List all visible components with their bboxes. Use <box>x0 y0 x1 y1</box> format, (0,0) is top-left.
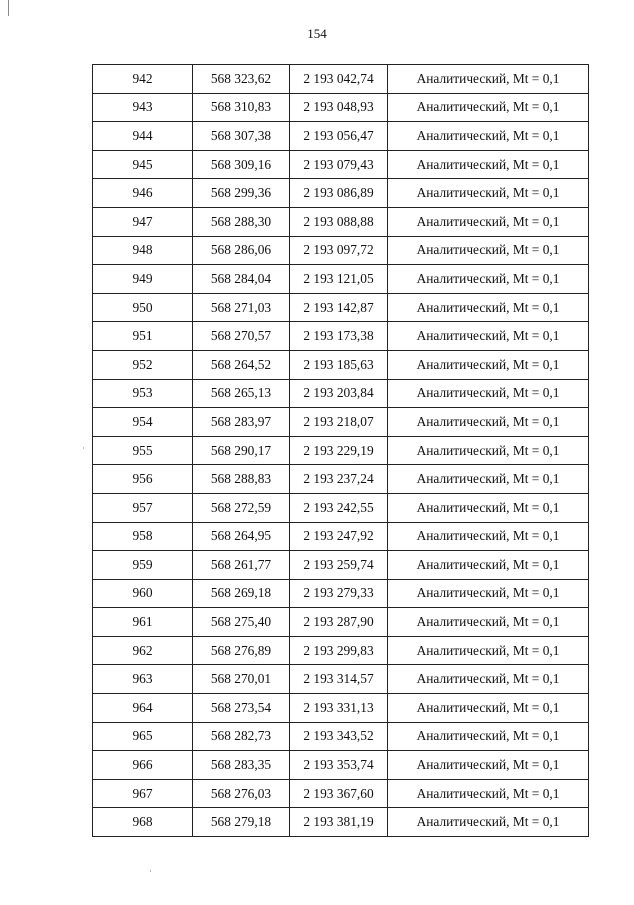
table-row <box>93 293 589 322</box>
x-coordinate-cell: 568 286,06 <box>193 236 290 265</box>
method-cell: Аналитический, Mt = 0,1 <box>388 551 589 580</box>
x-coordinate-cell: 568 270,01 <box>193 665 290 694</box>
table-row <box>93 236 589 265</box>
method-cell: Аналитический, Mt = 0,1 <box>388 579 589 608</box>
y-coordinate-cell: 2 193 185,63 <box>290 350 388 379</box>
y-coordinate-cell: 2 193 218,07 <box>290 408 388 437</box>
method-cell: Аналитический, Mt = 0,1 <box>388 493 589 522</box>
point-number-cell: 946 <box>93 179 193 208</box>
table-row <box>93 722 589 751</box>
point-number-cell: 962 <box>93 636 193 665</box>
method-cell: Аналитический, Mt = 0,1 <box>388 436 589 465</box>
x-coordinate-cell: 568 264,95 <box>193 522 290 551</box>
y-coordinate-cell: 2 193 086,89 <box>290 179 388 208</box>
table-row <box>93 265 589 294</box>
method-cell: Аналитический, Mt = 0,1 <box>388 265 589 294</box>
y-coordinate-cell: 2 193 259,74 <box>290 551 388 580</box>
table-row <box>93 65 589 94</box>
point-number-cell: 967 <box>93 779 193 808</box>
point-number-cell: 953 <box>93 379 193 408</box>
method-cell: Аналитический, Mt = 0,1 <box>388 751 589 780</box>
point-number-cell: 964 <box>93 694 193 723</box>
x-coordinate-cell: 568 290,17 <box>193 436 290 465</box>
x-coordinate-cell: 568 279,18 <box>193 808 290 837</box>
y-coordinate-cell: 2 193 381,19 <box>290 808 388 837</box>
table-row <box>93 751 589 780</box>
method-cell: Аналитический, Mt = 0,1 <box>388 465 589 494</box>
point-number-cell: 945 <box>93 150 193 179</box>
point-number-cell: 942 <box>93 65 193 94</box>
y-coordinate-cell: 2 193 314,57 <box>290 665 388 694</box>
x-coordinate-cell: 568 265,13 <box>193 379 290 408</box>
x-coordinate-cell: 568 284,04 <box>193 265 290 294</box>
y-coordinate-cell: 2 193 121,05 <box>290 265 388 294</box>
table-row <box>93 322 589 351</box>
method-cell: Аналитический, Mt = 0,1 <box>388 636 589 665</box>
method-cell: Аналитический, Mt = 0,1 <box>388 350 589 379</box>
table-row <box>93 608 589 637</box>
table-row <box>93 408 589 437</box>
y-coordinate-cell: 2 193 056,47 <box>290 122 388 151</box>
method-cell: Аналитический, Mt = 0,1 <box>388 122 589 151</box>
method-cell: Аналитический, Mt = 0,1 <box>388 522 589 551</box>
method-cell: Аналитический, Mt = 0,1 <box>388 779 589 808</box>
point-number-cell: 948 <box>93 236 193 265</box>
y-coordinate-cell: 2 193 203,84 <box>290 379 388 408</box>
coordinates-table-body <box>93 65 589 837</box>
scan-speck <box>150 870 151 872</box>
method-cell: Аналитический, Mt = 0,1 <box>388 207 589 236</box>
y-coordinate-cell: 2 193 353,74 <box>290 751 388 780</box>
y-coordinate-cell: 2 193 097,72 <box>290 236 388 265</box>
scan-speck <box>83 447 84 449</box>
x-coordinate-cell: 568 288,30 <box>193 207 290 236</box>
table-row <box>93 636 589 665</box>
point-number-cell: 952 <box>93 350 193 379</box>
table-row <box>93 379 589 408</box>
x-coordinate-cell: 568 283,35 <box>193 751 290 780</box>
coordinates-table <box>92 64 589 837</box>
x-coordinate-cell: 568 275,40 <box>193 608 290 637</box>
y-coordinate-cell: 2 193 331,13 <box>290 694 388 723</box>
method-cell: Аналитический, Mt = 0,1 <box>388 722 589 751</box>
y-coordinate-cell: 2 193 088,88 <box>290 207 388 236</box>
x-coordinate-cell: 568 299,36 <box>193 179 290 208</box>
table-row <box>93 808 589 837</box>
y-coordinate-cell: 2 193 367,60 <box>290 779 388 808</box>
x-coordinate-cell: 568 288,83 <box>193 465 290 494</box>
table-row <box>93 150 589 179</box>
point-number-cell: 947 <box>93 207 193 236</box>
table-row <box>93 465 589 494</box>
y-coordinate-cell: 2 193 247,92 <box>290 522 388 551</box>
method-cell: Аналитический, Mt = 0,1 <box>388 179 589 208</box>
point-number-cell: 966 <box>93 751 193 780</box>
y-coordinate-cell: 2 193 173,38 <box>290 322 388 351</box>
x-coordinate-cell: 568 270,57 <box>193 322 290 351</box>
point-number-cell: 957 <box>93 493 193 522</box>
point-number-cell: 956 <box>93 465 193 494</box>
point-number-cell: 960 <box>93 579 193 608</box>
method-cell: Аналитический, Mt = 0,1 <box>388 808 589 837</box>
point-number-cell: 943 <box>93 93 193 122</box>
x-coordinate-cell: 568 269,18 <box>193 579 290 608</box>
x-coordinate-cell: 568 310,83 <box>193 93 290 122</box>
x-coordinate-cell: 568 276,03 <box>193 779 290 808</box>
x-coordinate-cell: 568 261,77 <box>193 551 290 580</box>
table-row <box>93 779 589 808</box>
table-row <box>93 93 589 122</box>
point-number-cell: 955 <box>93 436 193 465</box>
x-coordinate-cell: 568 283,97 <box>193 408 290 437</box>
table-row <box>93 493 589 522</box>
method-cell: Аналитический, Mt = 0,1 <box>388 379 589 408</box>
method-cell: Аналитический, Mt = 0,1 <box>388 236 589 265</box>
x-coordinate-cell: 568 276,89 <box>193 636 290 665</box>
table-row <box>93 579 589 608</box>
y-coordinate-cell: 2 193 237,24 <box>290 465 388 494</box>
method-cell: Аналитический, Mt = 0,1 <box>388 322 589 351</box>
point-number-cell: 968 <box>93 808 193 837</box>
point-number-cell: 954 <box>93 408 193 437</box>
table-row <box>93 122 589 151</box>
y-coordinate-cell: 2 193 287,90 <box>290 608 388 637</box>
x-coordinate-cell: 568 273,54 <box>193 694 290 723</box>
x-coordinate-cell: 568 271,03 <box>193 293 290 322</box>
x-coordinate-cell: 568 309,16 <box>193 150 290 179</box>
point-number-cell: 950 <box>93 293 193 322</box>
table-row <box>93 665 589 694</box>
y-coordinate-cell: 2 193 042,74 <box>290 65 388 94</box>
method-cell: Аналитический, Mt = 0,1 <box>388 408 589 437</box>
point-number-cell: 949 <box>93 265 193 294</box>
table-row <box>93 436 589 465</box>
table-row <box>93 551 589 580</box>
method-cell: Аналитический, Mt = 0,1 <box>388 65 589 94</box>
table-row <box>93 179 589 208</box>
point-number-cell: 958 <box>93 522 193 551</box>
method-cell: Аналитический, Mt = 0,1 <box>388 694 589 723</box>
method-cell: Аналитический, Mt = 0,1 <box>388 293 589 322</box>
table-row <box>93 207 589 236</box>
y-coordinate-cell: 2 193 048,93 <box>290 93 388 122</box>
point-number-cell: 965 <box>93 722 193 751</box>
y-coordinate-cell: 2 193 079,43 <box>290 150 388 179</box>
x-coordinate-cell: 568 323,62 <box>193 65 290 94</box>
y-coordinate-cell: 2 193 343,52 <box>290 722 388 751</box>
point-number-cell: 961 <box>93 608 193 637</box>
point-number-cell: 963 <box>93 665 193 694</box>
y-coordinate-cell: 2 193 242,55 <box>290 493 388 522</box>
method-cell: Аналитический, Mt = 0,1 <box>388 665 589 694</box>
x-coordinate-cell: 568 307,38 <box>193 122 290 151</box>
x-coordinate-cell: 568 272,59 <box>193 493 290 522</box>
method-cell: Аналитический, Mt = 0,1 <box>388 608 589 637</box>
x-coordinate-cell: 568 282,73 <box>193 722 290 751</box>
point-number-cell: 959 <box>93 551 193 580</box>
table-row <box>93 350 589 379</box>
table-row <box>93 522 589 551</box>
point-number-cell: 951 <box>93 322 193 351</box>
y-coordinate-cell: 2 193 279,33 <box>290 579 388 608</box>
method-cell: Аналитический, Mt = 0,1 <box>388 93 589 122</box>
scan-edge-mark <box>8 0 9 16</box>
y-coordinate-cell: 2 193 299,83 <box>290 636 388 665</box>
y-coordinate-cell: 2 193 142,87 <box>290 293 388 322</box>
x-coordinate-cell: 568 264,52 <box>193 350 290 379</box>
page-number: 154 <box>307 26 327 41</box>
method-cell: Аналитический, Mt = 0,1 <box>388 150 589 179</box>
y-coordinate-cell: 2 193 229,19 <box>290 436 388 465</box>
table-row <box>93 694 589 723</box>
point-number-cell: 944 <box>93 122 193 151</box>
